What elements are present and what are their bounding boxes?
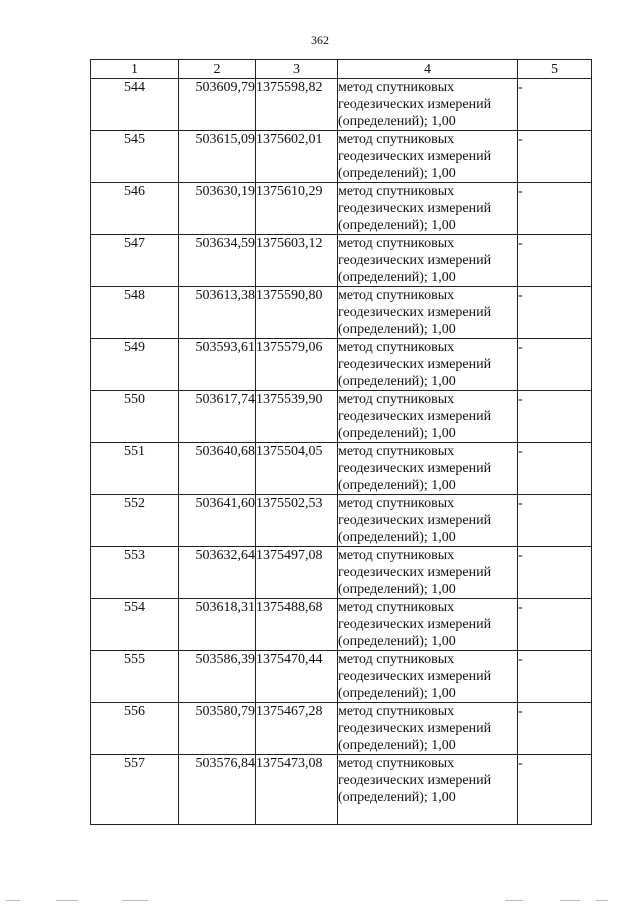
page-number: 362 — [311, 33, 329, 47]
method-cell — [338, 547, 518, 599]
method-line: метод спутниковых — [338, 132, 455, 147]
point-number-cell: 557 — [91, 755, 179, 825]
coordinate-x-cell: 503632,64 — [179, 547, 256, 599]
note-cell: - — [518, 287, 592, 339]
method-cell — [338, 287, 518, 339]
method-line: метод спутниковых — [338, 80, 455, 95]
method-cell — [338, 131, 518, 183]
coordinate-y-cell: 1375603,12 — [256, 235, 338, 287]
point-number-cell: 548 — [91, 287, 179, 339]
coordinate-x-cell: 503576,84 — [179, 755, 256, 825]
table-row — [91, 79, 592, 131]
table-row — [91, 339, 592, 391]
coordinate-y-cell: 1375502,53 — [256, 495, 338, 547]
table-row — [91, 391, 592, 443]
table-row — [91, 495, 592, 547]
coordinate-y-cell: 1375488,68 — [256, 599, 338, 651]
point-number-cell: 547 — [91, 235, 179, 287]
coordinate-x-cell: 503593,61 — [179, 339, 256, 391]
method-line: геодезических измерений — [338, 617, 492, 632]
coordinate-y-cell: 1375602,01 — [256, 131, 338, 183]
method-line: метод спутниковых — [338, 392, 455, 407]
method-line: (определений); 1,00 — [338, 166, 456, 181]
note-cell: - — [518, 183, 592, 235]
method-line: (определений); 1,00 — [338, 530, 456, 545]
column-header-3: 3 — [256, 60, 338, 79]
coordinate-y-cell: 1375579,06 — [256, 339, 338, 391]
note-cell: - — [518, 755, 592, 825]
point-number-cell: 556 — [91, 703, 179, 755]
table-row — [91, 599, 592, 651]
column-header-5: 5 — [518, 60, 592, 79]
method-line: метод спутниковых — [338, 340, 455, 355]
point-number-cell: 554 — [91, 599, 179, 651]
method-cell — [338, 391, 518, 443]
note-cell: - — [518, 235, 592, 287]
coordinate-y-cell: 1375497,08 — [256, 547, 338, 599]
note-cell: - — [518, 339, 592, 391]
method-line: метод спутниковых — [338, 652, 455, 667]
method-cell — [338, 599, 518, 651]
coordinate-x-cell: 503640,68 — [179, 443, 256, 495]
method-line: метод спутниковых — [338, 756, 455, 771]
note-cell: - — [518, 599, 592, 651]
method-line: (определений); 1,00 — [338, 374, 456, 389]
table-row — [91, 443, 592, 495]
method-cell — [338, 651, 518, 703]
point-number-cell: 545 — [91, 131, 179, 183]
method-line: (определений); 1,00 — [338, 790, 456, 805]
coordinate-y-cell: 1375539,90 — [256, 391, 338, 443]
table-row — [91, 235, 592, 287]
coordinate-x-cell: 503615,09 — [179, 131, 256, 183]
method-line: геодезических измерений — [338, 149, 492, 164]
point-number-cell: 555 — [91, 651, 179, 703]
point-number-cell: 546 — [91, 183, 179, 235]
table-row — [91, 755, 592, 825]
coordinate-x-cell: 503613,38 — [179, 287, 256, 339]
method-line: геодезических измерений — [338, 565, 492, 580]
table-header-row — [91, 60, 592, 79]
method-line: (определений); 1,00 — [338, 270, 456, 285]
coordinate-x-cell: 503630,19 — [179, 183, 256, 235]
method-line: метод спутниковых — [338, 184, 455, 199]
method-cell — [338, 79, 518, 131]
coordinate-x-cell: 503641,60 — [179, 495, 256, 547]
method-line: геодезических измерений — [338, 409, 492, 424]
column-header-2: 2 — [179, 60, 256, 79]
method-line: метод спутниковых — [338, 496, 455, 511]
method-line: (определений); 1,00 — [338, 322, 456, 337]
method-line: (определений); 1,00 — [338, 634, 456, 649]
method-line: (определений); 1,00 — [338, 426, 456, 441]
method-line: метод спутниковых — [338, 236, 455, 251]
coordinate-x-cell: 503634,59 — [179, 235, 256, 287]
note-cell: - — [518, 391, 592, 443]
method-line: метод спутниковых — [338, 288, 455, 303]
method-cell — [338, 339, 518, 391]
note-cell: - — [518, 443, 592, 495]
method-line: геодезических измерений — [338, 305, 492, 320]
method-line: геодезических измерений — [338, 669, 492, 684]
method-line: (определений); 1,00 — [338, 478, 456, 493]
point-number-cell: 552 — [91, 495, 179, 547]
method-cell — [338, 183, 518, 235]
coordinate-y-cell: 1375610,29 — [256, 183, 338, 235]
table-row — [91, 131, 592, 183]
method-line: (определений); 1,00 — [338, 738, 456, 753]
method-cell — [338, 755, 518, 825]
method-line: (определений); 1,00 — [338, 114, 456, 129]
note-cell: - — [518, 79, 592, 131]
scan-edge-marks — [0, 900, 640, 903]
table-row — [91, 287, 592, 339]
coordinate-y-cell: 1375470,44 — [256, 651, 338, 703]
method-line: геодезических измерений — [338, 773, 492, 788]
method-line: (определений); 1,00 — [338, 218, 456, 233]
table-row — [91, 547, 592, 599]
table-row — [91, 183, 592, 235]
method-cell — [338, 443, 518, 495]
note-cell: - — [518, 703, 592, 755]
method-line: (определений); 1,00 — [338, 686, 456, 701]
method-line: геодезических измерений — [338, 97, 492, 112]
coordinate-y-cell: 1375473,08 — [256, 755, 338, 825]
method-line: геодезических измерений — [338, 721, 492, 736]
column-header-1: 1 — [91, 60, 179, 79]
table-row — [91, 703, 592, 755]
point-number-cell: 551 — [91, 443, 179, 495]
method-line: метод спутниковых — [338, 600, 455, 615]
coordinate-x-cell: 503618,31 — [179, 599, 256, 651]
method-line: метод спутниковых — [338, 548, 455, 563]
method-line: геодезических измерений — [338, 461, 492, 476]
coordinate-y-cell: 1375504,05 — [256, 443, 338, 495]
column-header-4: 4 — [338, 60, 518, 79]
method-cell — [338, 495, 518, 547]
coordinate-x-cell: 503609,79 — [179, 79, 256, 131]
method-line: (определений); 1,00 — [338, 582, 456, 597]
coordinate-y-cell: 1375467,28 — [256, 703, 338, 755]
method-line: геодезических измерений — [338, 253, 492, 268]
coordinates-table — [90, 59, 592, 825]
method-cell — [338, 703, 518, 755]
method-line: геодезических измерений — [338, 201, 492, 216]
method-line: метод спутниковых — [338, 704, 455, 719]
coordinate-x-cell: 503617,74 — [179, 391, 256, 443]
point-number-cell: 544 — [91, 79, 179, 131]
table-row — [91, 651, 592, 703]
note-cell: - — [518, 495, 592, 547]
method-line: геодезических измерений — [338, 513, 492, 528]
method-line: метод спутниковых — [338, 444, 455, 459]
coordinate-y-cell: 1375590,80 — [256, 287, 338, 339]
note-cell: - — [518, 131, 592, 183]
point-number-cell: 553 — [91, 547, 179, 599]
note-cell: - — [518, 651, 592, 703]
method-cell — [338, 235, 518, 287]
coordinate-x-cell: 503580,79 — [179, 703, 256, 755]
coordinate-y-cell: 1375598,82 — [256, 79, 338, 131]
point-number-cell: 549 — [91, 339, 179, 391]
method-line: геодезических измерений — [338, 357, 492, 372]
table-body — [91, 79, 592, 825]
coordinate-x-cell: 503586,39 — [179, 651, 256, 703]
note-cell: - — [518, 547, 592, 599]
point-number-cell: 550 — [91, 391, 179, 443]
